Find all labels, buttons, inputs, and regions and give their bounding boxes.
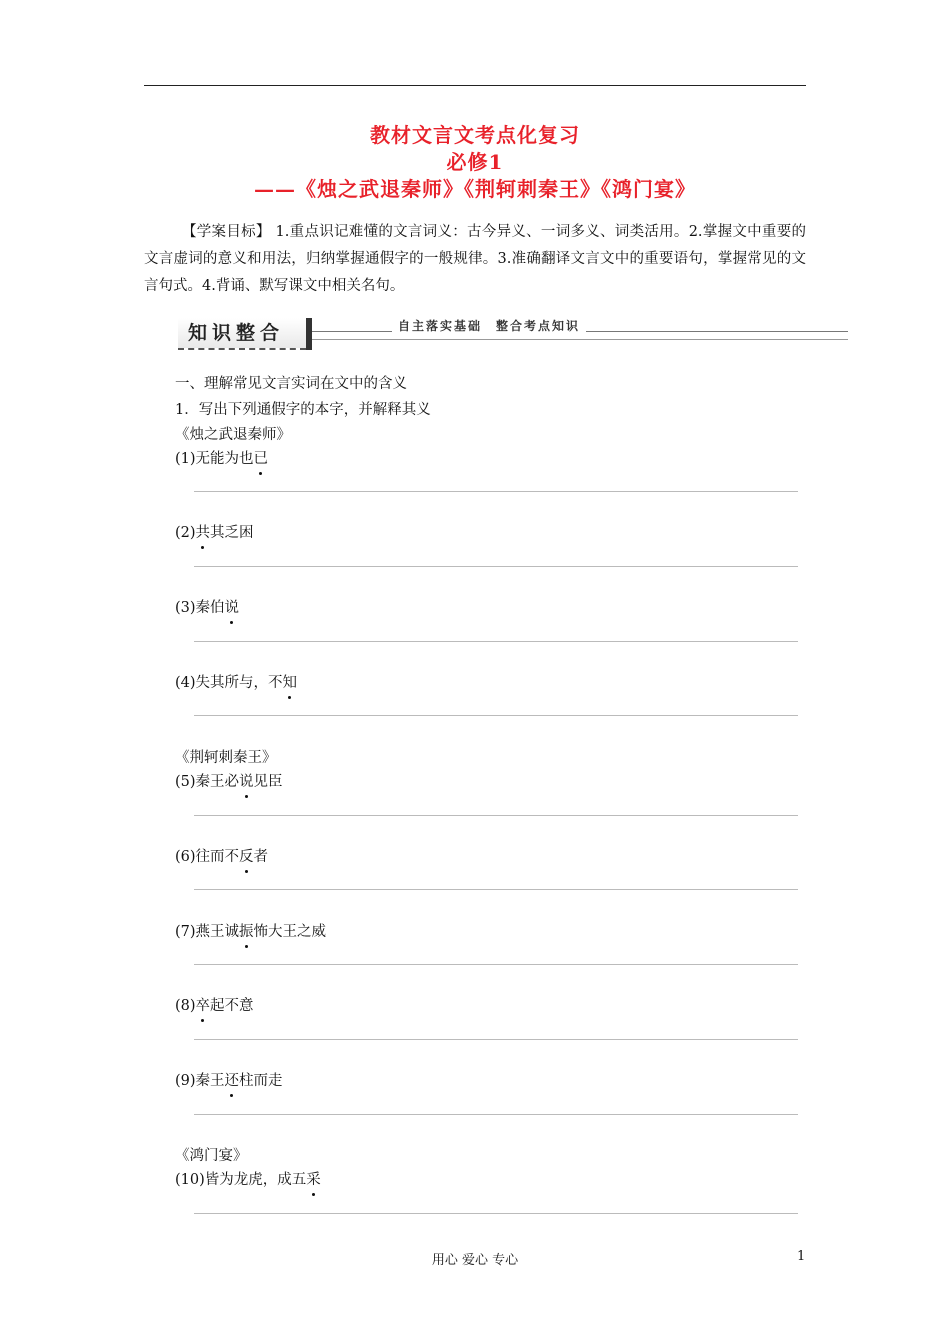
answer-line[interactable] bbox=[194, 1213, 798, 1214]
answer-line[interactable] bbox=[194, 815, 798, 816]
item-text: 者 bbox=[253, 849, 269, 865]
item-text: (6)往而不 bbox=[175, 849, 240, 865]
banner-label: 知识整合 bbox=[178, 318, 306, 348]
answer-line[interactable] bbox=[194, 491, 798, 492]
emphasized-char: 知 bbox=[282, 675, 298, 691]
section-heading: 一、理解常见文言实词在文中的含义 bbox=[175, 376, 407, 392]
item-text: (8) bbox=[175, 998, 196, 1014]
item-text: 柱而走 bbox=[239, 1073, 283, 1089]
doc-subtitle: 必修1 bbox=[446, 150, 504, 174]
item-text: (9)秦王 bbox=[175, 1073, 225, 1089]
item-text: (3)秦伯 bbox=[175, 600, 225, 616]
answer-line[interactable] bbox=[194, 889, 798, 890]
item-text: (7)燕王诚 bbox=[175, 924, 240, 940]
list-item bbox=[175, 449, 268, 469]
list-item bbox=[175, 598, 239, 618]
header-rule bbox=[144, 85, 806, 86]
answer-line[interactable] bbox=[194, 566, 798, 567]
list-item bbox=[175, 1170, 321, 1190]
list-item bbox=[175, 772, 283, 792]
item-text: (1)无能为也 bbox=[175, 451, 254, 467]
list-item bbox=[175, 523, 254, 543]
banner-subtitle: 自主落实基础 整合考点知识 bbox=[392, 318, 586, 334]
emphasized-char: 说 bbox=[224, 600, 240, 616]
title-block bbox=[0, 122, 950, 203]
list-item bbox=[175, 996, 254, 1016]
item-text: 其乏困 bbox=[210, 525, 254, 541]
item-text: 起不意 bbox=[210, 998, 254, 1014]
item-text: 见臣 bbox=[253, 774, 283, 790]
emphasized-char: 振 bbox=[239, 924, 254, 940]
question-prompt: 1．写出下列通假字的本字，并解释其义 bbox=[175, 402, 431, 418]
list-item bbox=[175, 847, 268, 867]
page-number: 1 bbox=[797, 1249, 806, 1264]
item-text: (5)秦王必 bbox=[175, 774, 240, 790]
doc-subtitle-texts: ——《烛之武退秦师》《荆轲刺秦王》《鸿门宴》 bbox=[254, 177, 696, 201]
answer-line[interactable] bbox=[194, 964, 798, 965]
emphasized-char: 卒 bbox=[195, 998, 211, 1014]
banner-rule bbox=[312, 339, 848, 340]
emphasized-char: 采 bbox=[306, 1172, 321, 1188]
doc-title: 教材文言文考点化复习 bbox=[370, 123, 580, 147]
answer-line[interactable] bbox=[194, 1114, 798, 1115]
item-text: (4)失其所与，不 bbox=[175, 675, 283, 691]
list-item bbox=[175, 673, 297, 693]
group-title: 《烛之武退秦师》 bbox=[175, 427, 291, 443]
emphasized-char: 还 bbox=[224, 1073, 240, 1089]
emphasized-char: 说 bbox=[239, 774, 254, 790]
list-item bbox=[175, 922, 326, 942]
item-text: (2) bbox=[175, 525, 196, 541]
banner-bar bbox=[306, 318, 312, 350]
emphasized-char: 反 bbox=[239, 849, 254, 865]
answer-line[interactable] bbox=[194, 715, 798, 716]
study-objectives: 【学案目标】 1.重点识记难懂的文言词义：古今异义、一词多义、词类活用。2.掌握文中重要的文言虚词的意义和用法，归纳掌握通假字的一般规律。3.准确翻译文言文中的重要语句，掌握常见的文言句式。4.背诵、默写课文中相关名句。 bbox=[144, 224, 806, 294]
group-title: 《荆轲刺秦王》 bbox=[175, 750, 277, 766]
banner-underline bbox=[178, 348, 306, 350]
answer-line[interactable] bbox=[194, 1039, 798, 1040]
emphasized-char: 已 bbox=[253, 451, 269, 467]
group-title: 《鸿门宴》 bbox=[175, 1148, 248, 1164]
item-text: (10)皆为龙虎，成五 bbox=[175, 1172, 307, 1188]
item-text: 怖大王之威 bbox=[253, 924, 327, 940]
emphasized-char: 共 bbox=[195, 525, 211, 541]
footer-text: 用心 爱心 专心 bbox=[431, 1253, 519, 1268]
list-item bbox=[175, 1071, 283, 1091]
answer-line[interactable] bbox=[194, 641, 798, 642]
section-banner bbox=[178, 318, 848, 352]
